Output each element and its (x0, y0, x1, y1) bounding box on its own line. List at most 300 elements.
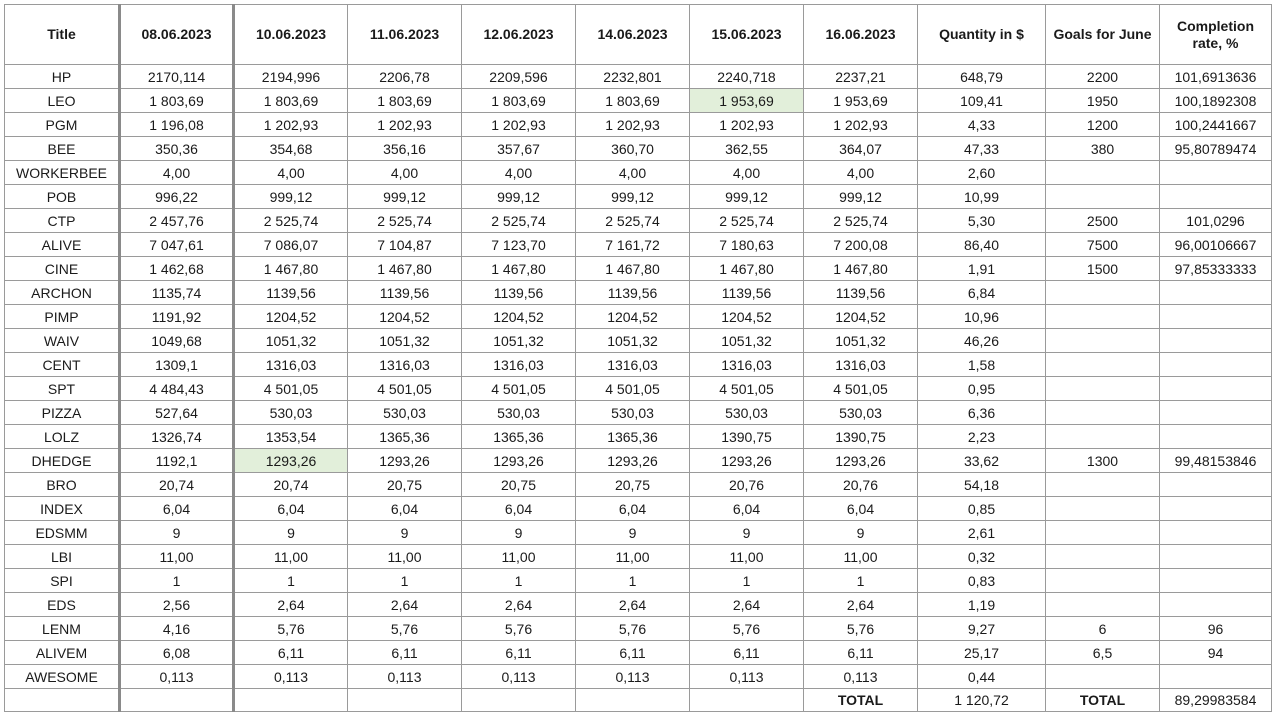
table-cell[interactable]: 2,64 (462, 593, 576, 617)
token-title-cell[interactable]: DHEDGE (5, 449, 120, 473)
table-cell[interactable]: 2,56 (120, 593, 234, 617)
token-title-cell[interactable]: CTP (5, 209, 120, 233)
token-title-cell[interactable]: EDSMM (5, 521, 120, 545)
table-cell[interactable]: 1051,32 (462, 329, 576, 353)
table-cell[interactable] (1046, 161, 1160, 185)
table-cell[interactable]: 1 (120, 569, 234, 593)
table-cell[interactable]: 6,11 (462, 641, 576, 665)
table-cell[interactable]: 4 501,05 (348, 377, 462, 401)
table-cell[interactable]: 1049,68 (120, 329, 234, 353)
table-cell[interactable]: 1204,52 (348, 305, 462, 329)
table-cell[interactable] (1046, 185, 1160, 209)
table-cell[interactable] (1046, 281, 1160, 305)
total-label-cell[interactable]: TOTAL (1046, 689, 1160, 712)
table-cell[interactable] (1160, 545, 1272, 569)
table-cell[interactable]: 0,113 (120, 665, 234, 689)
table-cell[interactable] (1046, 401, 1160, 425)
table-cell[interactable]: 0,113 (804, 665, 918, 689)
table-cell[interactable]: 1500 (1046, 257, 1160, 281)
token-title-cell[interactable]: AWESOME (5, 665, 120, 689)
token-title-cell[interactable]: WAIV (5, 329, 120, 353)
table-cell[interactable] (1046, 545, 1160, 569)
table-cell[interactable]: 1316,03 (462, 353, 576, 377)
table-cell[interactable] (1046, 353, 1160, 377)
table-cell[interactable]: 4,00 (462, 161, 576, 185)
table-cell[interactable]: 6,04 (120, 497, 234, 521)
column-header[interactable]: 12.06.2023 (462, 5, 576, 65)
table-cell[interactable] (1160, 593, 1272, 617)
table-cell[interactable]: 4,00 (690, 161, 804, 185)
table-cell[interactable]: 96 (1160, 617, 1272, 641)
table-cell[interactable]: 2 457,76 (120, 209, 234, 233)
column-header[interactable]: 10.06.2023 (234, 5, 348, 65)
table-cell[interactable]: 0,95 (918, 377, 1046, 401)
table-cell[interactable] (1046, 569, 1160, 593)
token-title-cell[interactable]: BRO (5, 473, 120, 497)
table-cell[interactable]: 2,64 (234, 593, 348, 617)
token-title-cell[interactable]: EDS (5, 593, 120, 617)
table-cell[interactable] (1046, 377, 1160, 401)
token-title-cell[interactable]: ALIVE (5, 233, 120, 257)
table-cell[interactable]: 5,76 (234, 617, 348, 641)
table-cell[interactable]: 1316,03 (690, 353, 804, 377)
table-cell[interactable]: 1365,36 (348, 425, 462, 449)
table-cell[interactable]: 5,76 (576, 617, 690, 641)
table-cell[interactable]: 1 202,93 (234, 113, 348, 137)
table-cell[interactable]: 4 484,43 (120, 377, 234, 401)
total-cell[interactable] (5, 689, 120, 712)
table-cell[interactable]: 6 (1046, 617, 1160, 641)
table-cell[interactable]: 9 (120, 521, 234, 545)
table-cell[interactable]: 6,11 (348, 641, 462, 665)
table-cell[interactable] (1160, 401, 1272, 425)
table-cell[interactable]: 357,67 (462, 137, 576, 161)
column-header[interactable]: 08.06.2023 (120, 5, 234, 65)
table-cell[interactable]: 1 202,93 (348, 113, 462, 137)
table-cell[interactable]: 4 501,05 (804, 377, 918, 401)
table-cell[interactable]: 4,00 (804, 161, 918, 185)
table-cell[interactable]: 0,44 (918, 665, 1046, 689)
table-cell[interactable]: 1 202,93 (462, 113, 576, 137)
table-cell[interactable]: 1204,52 (576, 305, 690, 329)
token-title-cell[interactable]: SPT (5, 377, 120, 401)
table-cell[interactable]: 2209,596 (462, 65, 576, 89)
table-cell[interactable]: 25,17 (918, 641, 1046, 665)
table-cell[interactable]: 6,04 (576, 497, 690, 521)
table-cell[interactable] (1046, 425, 1160, 449)
table-cell[interactable]: 1326,74 (120, 425, 234, 449)
table-cell[interactable]: 0,113 (234, 665, 348, 689)
column-header[interactable]: 16.06.2023 (804, 5, 918, 65)
table-cell[interactable]: 10,96 (918, 305, 1046, 329)
column-header[interactable]: Goals for June (1046, 5, 1160, 65)
table-cell[interactable] (1046, 665, 1160, 689)
table-cell[interactable]: 1139,56 (576, 281, 690, 305)
table-cell[interactable]: 1200 (1046, 113, 1160, 137)
table-cell[interactable]: 4 501,05 (462, 377, 576, 401)
table-cell[interactable]: 95,80789474 (1160, 137, 1272, 161)
table-cell[interactable]: 9 (576, 521, 690, 545)
column-header[interactable]: Completion rate, % (1160, 5, 1272, 65)
table-cell[interactable]: 10,99 (918, 185, 1046, 209)
table-cell[interactable]: 999,12 (348, 185, 462, 209)
table-cell[interactable]: 2,60 (918, 161, 1046, 185)
table-cell[interactable]: 1192,1 (120, 449, 234, 473)
table-cell[interactable]: 2240,718 (690, 65, 804, 89)
table-cell[interactable]: 1,58 (918, 353, 1046, 377)
table-cell[interactable]: 0,113 (690, 665, 804, 689)
table-cell[interactable] (1160, 161, 1272, 185)
table-cell[interactable]: 9 (804, 521, 918, 545)
table-cell[interactable]: 1293,26 (234, 449, 348, 473)
table-cell[interactable]: 1293,26 (348, 449, 462, 473)
total-cell[interactable] (120, 689, 234, 712)
table-cell[interactable]: 6,04 (234, 497, 348, 521)
table-cell[interactable]: 530,03 (576, 401, 690, 425)
table-cell[interactable]: 2206,78 (348, 65, 462, 89)
table-cell[interactable]: 1,91 (918, 257, 1046, 281)
table-cell[interactable]: 0,113 (462, 665, 576, 689)
table-cell[interactable] (1160, 329, 1272, 353)
table-cell[interactable]: 1139,56 (690, 281, 804, 305)
table-cell[interactable] (1160, 353, 1272, 377)
table-cell[interactable] (1160, 377, 1272, 401)
table-cell[interactable]: 530,03 (462, 401, 576, 425)
table-cell[interactable]: 6,11 (690, 641, 804, 665)
table-cell[interactable]: 1353,54 (234, 425, 348, 449)
table-cell[interactable]: 5,76 (462, 617, 576, 641)
table-cell[interactable]: 20,75 (462, 473, 576, 497)
table-cell[interactable]: 356,16 (348, 137, 462, 161)
table-cell[interactable]: 2194,996 (234, 65, 348, 89)
table-cell[interactable]: 1139,56 (462, 281, 576, 305)
table-cell[interactable]: 1293,26 (576, 449, 690, 473)
table-cell[interactable]: 1 803,69 (462, 89, 576, 113)
token-title-cell[interactable]: INDEX (5, 497, 120, 521)
table-cell[interactable]: 380 (1046, 137, 1160, 161)
table-cell[interactable]: 4,00 (120, 161, 234, 185)
table-cell[interactable]: 996,22 (120, 185, 234, 209)
token-title-cell[interactable]: PGM (5, 113, 120, 137)
table-cell[interactable]: 11,00 (234, 545, 348, 569)
token-title-cell[interactable]: PIZZA (5, 401, 120, 425)
table-cell[interactable]: 6,04 (690, 497, 804, 521)
table-cell[interactable]: 1 467,80 (234, 257, 348, 281)
table-cell[interactable]: 100,2441667 (1160, 113, 1272, 137)
table-cell[interactable]: 1300 (1046, 449, 1160, 473)
token-title-cell[interactable]: PIMP (5, 305, 120, 329)
table-cell[interactable]: 2,61 (918, 521, 1046, 545)
table-cell[interactable] (1046, 593, 1160, 617)
table-cell[interactable]: 530,03 (348, 401, 462, 425)
table-cell[interactable]: 6,04 (348, 497, 462, 521)
table-cell[interactable]: 1 467,80 (690, 257, 804, 281)
table-cell[interactable]: 999,12 (690, 185, 804, 209)
table-cell[interactable]: 999,12 (234, 185, 348, 209)
total-cell[interactable] (234, 689, 348, 712)
table-cell[interactable]: 1 (348, 569, 462, 593)
table-cell[interactable]: 1 467,80 (804, 257, 918, 281)
table-cell[interactable]: 1204,52 (690, 305, 804, 329)
table-cell[interactable]: 0,113 (576, 665, 690, 689)
table-cell[interactable]: 1 953,69 (804, 89, 918, 113)
table-cell[interactable]: 999,12 (462, 185, 576, 209)
table-cell[interactable]: 109,41 (918, 89, 1046, 113)
table-cell[interactable]: 47,33 (918, 137, 1046, 161)
table-cell[interactable]: 9 (690, 521, 804, 545)
table-cell[interactable]: 1139,56 (348, 281, 462, 305)
table-cell[interactable]: 1 (234, 569, 348, 593)
table-cell[interactable]: 9 (348, 521, 462, 545)
table-cell[interactable]: 1 (804, 569, 918, 593)
table-cell[interactable]: 6,5 (1046, 641, 1160, 665)
table-cell[interactable] (1160, 185, 1272, 209)
token-title-cell[interactable]: POB (5, 185, 120, 209)
token-title-cell[interactable]: BEE (5, 137, 120, 161)
token-title-cell[interactable]: SPI (5, 569, 120, 593)
table-cell[interactable]: 1 467,80 (348, 257, 462, 281)
table-cell[interactable]: 1316,03 (804, 353, 918, 377)
token-title-cell[interactable]: WORKERBEE (5, 161, 120, 185)
table-cell[interactable]: 354,68 (234, 137, 348, 161)
table-cell[interactable]: 4,00 (348, 161, 462, 185)
table-cell[interactable] (1046, 473, 1160, 497)
table-cell[interactable]: 6,04 (462, 497, 576, 521)
table-cell[interactable]: 1365,36 (462, 425, 576, 449)
table-cell[interactable]: 0,83 (918, 569, 1046, 593)
table-cell[interactable]: 6,11 (576, 641, 690, 665)
table-cell[interactable] (1046, 305, 1160, 329)
table-cell[interactable]: 1,19 (918, 593, 1046, 617)
table-cell[interactable]: 1 803,69 (234, 89, 348, 113)
table-cell[interactable]: 101,6913636 (1160, 65, 1272, 89)
token-title-cell[interactable]: CINE (5, 257, 120, 281)
table-cell[interactable]: 6,36 (918, 401, 1046, 425)
table-cell[interactable]: 6,84 (918, 281, 1046, 305)
table-cell[interactable] (1160, 665, 1272, 689)
table-cell[interactable]: 4 501,05 (576, 377, 690, 401)
table-cell[interactable] (1160, 497, 1272, 521)
table-cell[interactable]: 7 180,63 (690, 233, 804, 257)
table-cell[interactable]: 1316,03 (234, 353, 348, 377)
table-cell[interactable] (1160, 305, 1272, 329)
table-cell[interactable]: 1950 (1046, 89, 1160, 113)
table-cell[interactable]: 0,85 (918, 497, 1046, 521)
table-cell[interactable]: 46,26 (918, 329, 1046, 353)
table-cell[interactable]: 2500 (1046, 209, 1160, 233)
table-cell[interactable]: 1 953,69 (690, 89, 804, 113)
table-cell[interactable]: 11,00 (348, 545, 462, 569)
token-title-cell[interactable]: ARCHON (5, 281, 120, 305)
table-cell[interactable]: 1316,03 (576, 353, 690, 377)
table-cell[interactable]: 364,07 (804, 137, 918, 161)
table-cell[interactable]: 7 200,08 (804, 233, 918, 257)
table-cell[interactable]: 54,18 (918, 473, 1046, 497)
total-label-cell[interactable]: TOTAL (804, 689, 918, 712)
table-cell[interactable]: 11,00 (690, 545, 804, 569)
table-cell[interactable]: 1293,26 (462, 449, 576, 473)
column-header[interactable]: 11.06.2023 (348, 5, 462, 65)
total-cell[interactable] (576, 689, 690, 712)
table-cell[interactable]: 7500 (1046, 233, 1160, 257)
table-cell[interactable]: 1 (576, 569, 690, 593)
table-cell[interactable]: 33,62 (918, 449, 1046, 473)
table-cell[interactable]: 20,76 (690, 473, 804, 497)
token-title-cell[interactable]: LEO (5, 89, 120, 113)
column-header[interactable]: 15.06.2023 (690, 5, 804, 65)
table-cell[interactable]: 2,23 (918, 425, 1046, 449)
table-cell[interactable]: 360,70 (576, 137, 690, 161)
table-cell[interactable]: 86,40 (918, 233, 1046, 257)
table-cell[interactable]: 4,00 (576, 161, 690, 185)
token-title-cell[interactable]: LBI (5, 545, 120, 569)
table-cell[interactable] (1046, 329, 1160, 353)
table-cell[interactable]: 4 501,05 (690, 377, 804, 401)
table-cell[interactable]: 1204,52 (462, 305, 576, 329)
table-cell[interactable]: 20,75 (576, 473, 690, 497)
table-cell[interactable]: 999,12 (804, 185, 918, 209)
token-title-cell[interactable]: LOLZ (5, 425, 120, 449)
table-cell[interactable]: 1191,92 (120, 305, 234, 329)
table-cell[interactable] (1160, 473, 1272, 497)
table-cell[interactable]: 2 525,74 (576, 209, 690, 233)
table-cell[interactable]: 99,48153846 (1160, 449, 1272, 473)
table-cell[interactable]: 530,03 (690, 401, 804, 425)
table-cell[interactable]: 9 (234, 521, 348, 545)
table-cell[interactable]: 1293,26 (804, 449, 918, 473)
table-cell[interactable] (1046, 497, 1160, 521)
table-cell[interactable]: 11,00 (462, 545, 576, 569)
total-cell[interactable]: 89,29983584 (1160, 689, 1272, 712)
table-cell[interactable]: 5,76 (804, 617, 918, 641)
table-cell[interactable]: 11,00 (804, 545, 918, 569)
table-cell[interactable]: 2200 (1046, 65, 1160, 89)
table-cell[interactable]: 7 104,87 (348, 233, 462, 257)
table-cell[interactable]: 999,12 (576, 185, 690, 209)
table-cell[interactable]: 4,33 (918, 113, 1046, 137)
table-cell[interactable]: 96,00106667 (1160, 233, 1272, 257)
table-cell[interactable]: 6,11 (234, 641, 348, 665)
table-cell[interactable]: 1390,75 (690, 425, 804, 449)
table-cell[interactable]: 20,74 (120, 473, 234, 497)
table-cell[interactable] (1046, 521, 1160, 545)
total-cell[interactable] (462, 689, 576, 712)
table-cell[interactable]: 2,64 (576, 593, 690, 617)
table-cell[interactable]: 2,64 (690, 593, 804, 617)
table-cell[interactable]: 1051,32 (348, 329, 462, 353)
table-cell[interactable]: 1 467,80 (576, 257, 690, 281)
table-cell[interactable]: 1316,03 (348, 353, 462, 377)
table-cell[interactable]: 7 047,61 (120, 233, 234, 257)
table-cell[interactable]: 5,76 (348, 617, 462, 641)
table-cell[interactable]: 530,03 (234, 401, 348, 425)
table-cell[interactable]: 527,64 (120, 401, 234, 425)
table-cell[interactable]: 1139,56 (804, 281, 918, 305)
table-cell[interactable]: 1309,1 (120, 353, 234, 377)
column-header[interactable]: Quantity in $ (918, 5, 1046, 65)
table-cell[interactable]: 4,16 (120, 617, 234, 641)
table-cell[interactable] (1160, 569, 1272, 593)
table-cell[interactable]: 1204,52 (234, 305, 348, 329)
table-cell[interactable]: 362,55 (690, 137, 804, 161)
table-cell[interactable]: 1 462,68 (120, 257, 234, 281)
table-cell[interactable]: 1051,32 (804, 329, 918, 353)
table-cell[interactable]: 11,00 (576, 545, 690, 569)
table-cell[interactable]: 7 086,07 (234, 233, 348, 257)
table-cell[interactable]: 2 525,74 (804, 209, 918, 233)
table-cell[interactable]: 0,113 (348, 665, 462, 689)
table-cell[interactable]: 1 803,69 (576, 89, 690, 113)
table-cell[interactable]: 530,03 (804, 401, 918, 425)
table-cell[interactable]: 2232,801 (576, 65, 690, 89)
total-cell[interactable]: 1 120,72 (918, 689, 1046, 712)
table-cell[interactable]: 350,36 (120, 137, 234, 161)
table-cell[interactable]: 2,64 (348, 593, 462, 617)
table-cell[interactable]: 1 (690, 569, 804, 593)
table-cell[interactable]: 9,27 (918, 617, 1046, 641)
total-cell[interactable] (348, 689, 462, 712)
token-title-cell[interactable]: LENM (5, 617, 120, 641)
token-title-cell[interactable]: CENT (5, 353, 120, 377)
table-cell[interactable]: 1139,56 (234, 281, 348, 305)
table-cell[interactable]: 1 202,93 (576, 113, 690, 137)
table-cell[interactable]: 648,79 (918, 65, 1046, 89)
table-cell[interactable]: 9 (462, 521, 576, 545)
table-cell[interactable]: 4,00 (234, 161, 348, 185)
table-cell[interactable]: 1 803,69 (120, 89, 234, 113)
table-cell[interactable]: 5,30 (918, 209, 1046, 233)
table-cell[interactable]: 1 202,93 (690, 113, 804, 137)
table-cell[interactable]: 6,08 (120, 641, 234, 665)
table-cell[interactable]: 7 161,72 (576, 233, 690, 257)
table-cell[interactable]: 5,76 (690, 617, 804, 641)
table-cell[interactable]: 0,32 (918, 545, 1046, 569)
table-cell[interactable]: 97,85333333 (1160, 257, 1272, 281)
column-header[interactable]: 14.06.2023 (576, 5, 690, 65)
token-title-cell[interactable]: ALIVEM (5, 641, 120, 665)
table-cell[interactable]: 1 202,93 (804, 113, 918, 137)
table-cell[interactable]: 2 525,74 (348, 209, 462, 233)
table-cell[interactable]: 1 467,80 (462, 257, 576, 281)
table-cell[interactable]: 4 501,05 (234, 377, 348, 401)
table-cell[interactable]: 1051,32 (690, 329, 804, 353)
table-cell[interactable]: 1051,32 (576, 329, 690, 353)
total-cell[interactable] (690, 689, 804, 712)
table-cell[interactable]: 6,11 (804, 641, 918, 665)
table-cell[interactable]: 1390,75 (804, 425, 918, 449)
table-cell[interactable]: 1051,32 (234, 329, 348, 353)
table-cell[interactable]: 1 803,69 (348, 89, 462, 113)
table-cell[interactable]: 20,76 (804, 473, 918, 497)
table-cell[interactable]: 6,04 (804, 497, 918, 521)
table-cell[interactable] (1160, 425, 1272, 449)
table-cell[interactable]: 100,1892308 (1160, 89, 1272, 113)
table-cell[interactable]: 7 123,70 (462, 233, 576, 257)
column-header[interactable]: Title (5, 5, 120, 65)
table-cell[interactable] (1160, 281, 1272, 305)
table-cell[interactable]: 2 525,74 (462, 209, 576, 233)
table-cell[interactable]: 11,00 (120, 545, 234, 569)
table-cell[interactable] (1160, 521, 1272, 545)
table-cell[interactable]: 2237,21 (804, 65, 918, 89)
token-title-cell[interactable]: HP (5, 65, 120, 89)
table-cell[interactable]: 2 525,74 (690, 209, 804, 233)
table-cell[interactable]: 1135,74 (120, 281, 234, 305)
table-cell[interactable]: 101,0296 (1160, 209, 1272, 233)
table-cell[interactable]: 20,75 (348, 473, 462, 497)
table-cell[interactable]: 20,74 (234, 473, 348, 497)
table-cell[interactable]: 1 196,08 (120, 113, 234, 137)
